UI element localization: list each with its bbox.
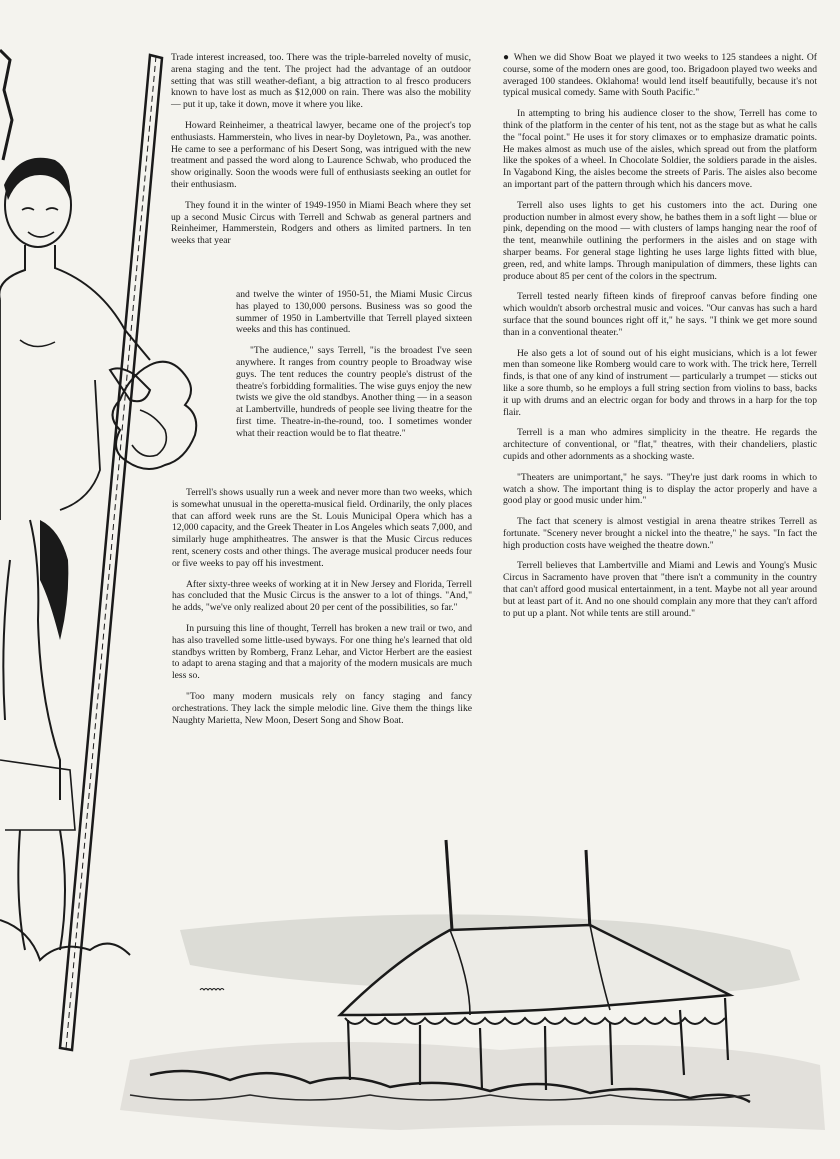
figure-with-pole-illustration — [0, 50, 196, 1050]
right-column — [503, 52, 817, 628]
paragraph: Terrell believes that Lambertville and Miami and Lewis and Young's Music Circus in Sacramento have proven that "there isn't a community in the country that can't afford good musical entertainment, in a tent. Maybe not all year around but at least part of it. And no one should complain any more that they can't afford to put up a plant. Not while tents are still around." — [503, 560, 817, 619]
paragraph: and twelve the winter of 1950-51, the Miami Music Circus has played to 130,000 persons. Business was so good the summer of 1950 in Lambertville that Terrell played sixteen weeks and this has continued. — [236, 289, 472, 336]
paragraph: In attempting to bring his audience closer to the show, Terrell has come to think of the platform in the center of his tent, not as the stage but as what he calls the "focal point." He uses it for story climaxes or to emphasize dramatic points. He makes almost as much use of the aisles, which spread out from the platform like the spokes of a wheel. In Chocolate Soldier, the soldiers parade in the aisles. In Vagabond King, the aisles become the streets of Paris. The aisles also become an important part of the pattern through which his dancers move. — [503, 108, 817, 190]
paragraph: Terrell's shows usually run a week and never more than two weeks, which is somewhat unusual in the operetta-musical field. Ordinarily, the only places that can afford week runs are the St. Louis Municipal Opera which has a 12,000 capacity, and the Greek Theater in Los Angeles which seats 7,000, and similarly huge amphitheatres. The answer is that the Music Circus reduces rent, scenery costs and other things. The average musical producer needs four or five weeks to pay off his investment. — [172, 487, 472, 569]
paragraph-text: When we did Show Boat we played it two weeks to 125 standees a night. Of course, some of the modern ones are good, too. Brigadoon played two weeks and averaged 100 standees. Oklahoma! would lend itself beautifully, because it's not typical musical comedy. Same with South Pacific." — [503, 52, 817, 99]
paragraph — [503, 52, 817, 99]
paragraph: Trade interest increased, too. There was the triple-barreled novelty of music, arena staging and the tent. The project had the advantage of an outdoor setting that was still weather-defiant, a big attraction to al fresco producers known to have lost as much as $12,000 on rain. There was also the mobility — put it up, take it down, move it where you like. — [171, 52, 471, 111]
paragraph: He also gets a lot of sound out of his eight musicians, which is a lot fewer men than someone like Romberg would care to work with. The trick here, Terrell finds, is that one of any kind of instrument — particularly a trumpet — sticks out like a sore thumb, so he employs a full string section from violins to bass, backs it up with drums and an electric organ for body and throws in a harp for the top flair. — [503, 347, 817, 418]
left-column-top — [171, 52, 471, 256]
paragraph: After sixty-three weeks of working at it in New Jersey and Florida, Terrell has concluded that the Music Circus is the answer to a lot of things. "And," he adds, "we've only realized about 20 per cent of the possibilities, so far." — [172, 578, 472, 614]
paragraph: Terrell is a man who admires simplicity in the theatre. He regards the architecture of conventional, or "flat," theatres, with their chandeliers, plastic cupids and other adornments as a shocking waste. — [503, 427, 817, 462]
paragraph: "Theaters are unimportant," he says. "They're just dark rooms in which to watch a show. The important thing is to display the actor properly and have a good play or good music under him." — [503, 471, 817, 507]
paragraph: "Too many modern musicals rely on fancy staging and fancy orchestrations. They lack the simple melodic line. Give them the things like Naughty Marietta, New Moon, Desert Song and Show Boat. — [172, 690, 472, 726]
paragraph: Terrell tested nearly fifteen kinds of fireproof canvas before finding one which wouldn't absorb orchestral music and voices. "Our canvas has such a hard surface that the sound bounces right off it," he says. "I think we get more sound than in a conventional theater." — [503, 291, 817, 338]
paragraph: The fact that scenery is almost vestigial in arena theatre strikes Terrell as fortunate. "Scenery never brought a nickel into the theatre," he says. "In fact the high production costs have weighed the theatre down." — [503, 516, 817, 551]
bullet-icon: ● — [503, 52, 510, 63]
left-column-narrow — [236, 289, 472, 449]
paragraph: Howard Reinheimer, a theatrical lawyer, became one of the project's top enthusiasts. Hammerstein, who lives in near-by Doyletown, Pa., was another. He came to see a performanc of his Desert Song, was intrigued with the new treatment and passed the word along to Laurence Schwab, who produced the show originally. Soon the woods were full of enthusiasts seeking an outlet for their enthusiasm. — [171, 119, 471, 190]
circus-tent-illustration — [120, 840, 825, 1130]
left-column-bottom — [172, 487, 472, 735]
paragraph: "The audience," says Terrell, "is the broadest I've seen anywhere. It ranges from country people to Broadway wise guys. The tent reduces the country people's distrust of the theatre's forbidding formalities. The wise guys enjoy the new twists we give the old standbys. Another thing — in a season at Lambertville, hundreds of people see living theatre for the first time. Theatre-in-the-round, too. I sometimes wonder what their reaction would be to flat theatre." — [236, 345, 472, 439]
paragraph: In pursuing this line of thought, Terrell has broken a new trail or two, and has also travelled some little-used byways. For one thing he's learned that old standbys written by Romberg, Franz Lehar, and Victor Herbert are the easiest to adapt to arena staging and that a majority of the modern musicals are much less so. — [172, 622, 472, 682]
paragraph: They found it in the winter of 1949-1950 in Miami Beach where they set up a second Music Circus with Terrell and Schwab as general partners and Reinheimer, Hammerstein, Rodgers and others as limited partners. In ten weeks that year — [171, 199, 471, 247]
paragraph: Terrell also uses lights to get his customers into the act. During one production number in almost every show, he bathes them in a soft light — blue or pink, depending on the mood — with clusters of lamps hanging near the roof of the tent, meanwhile outlining the performers in the aisles and on stage with sharper beams. For general stage lighting he uses large lights fitted with blue, green, red, and white lamps. Through manipulation of dimmers, these lights can produce about 85 per cent of the colors in the spectrum. — [503, 199, 817, 282]
